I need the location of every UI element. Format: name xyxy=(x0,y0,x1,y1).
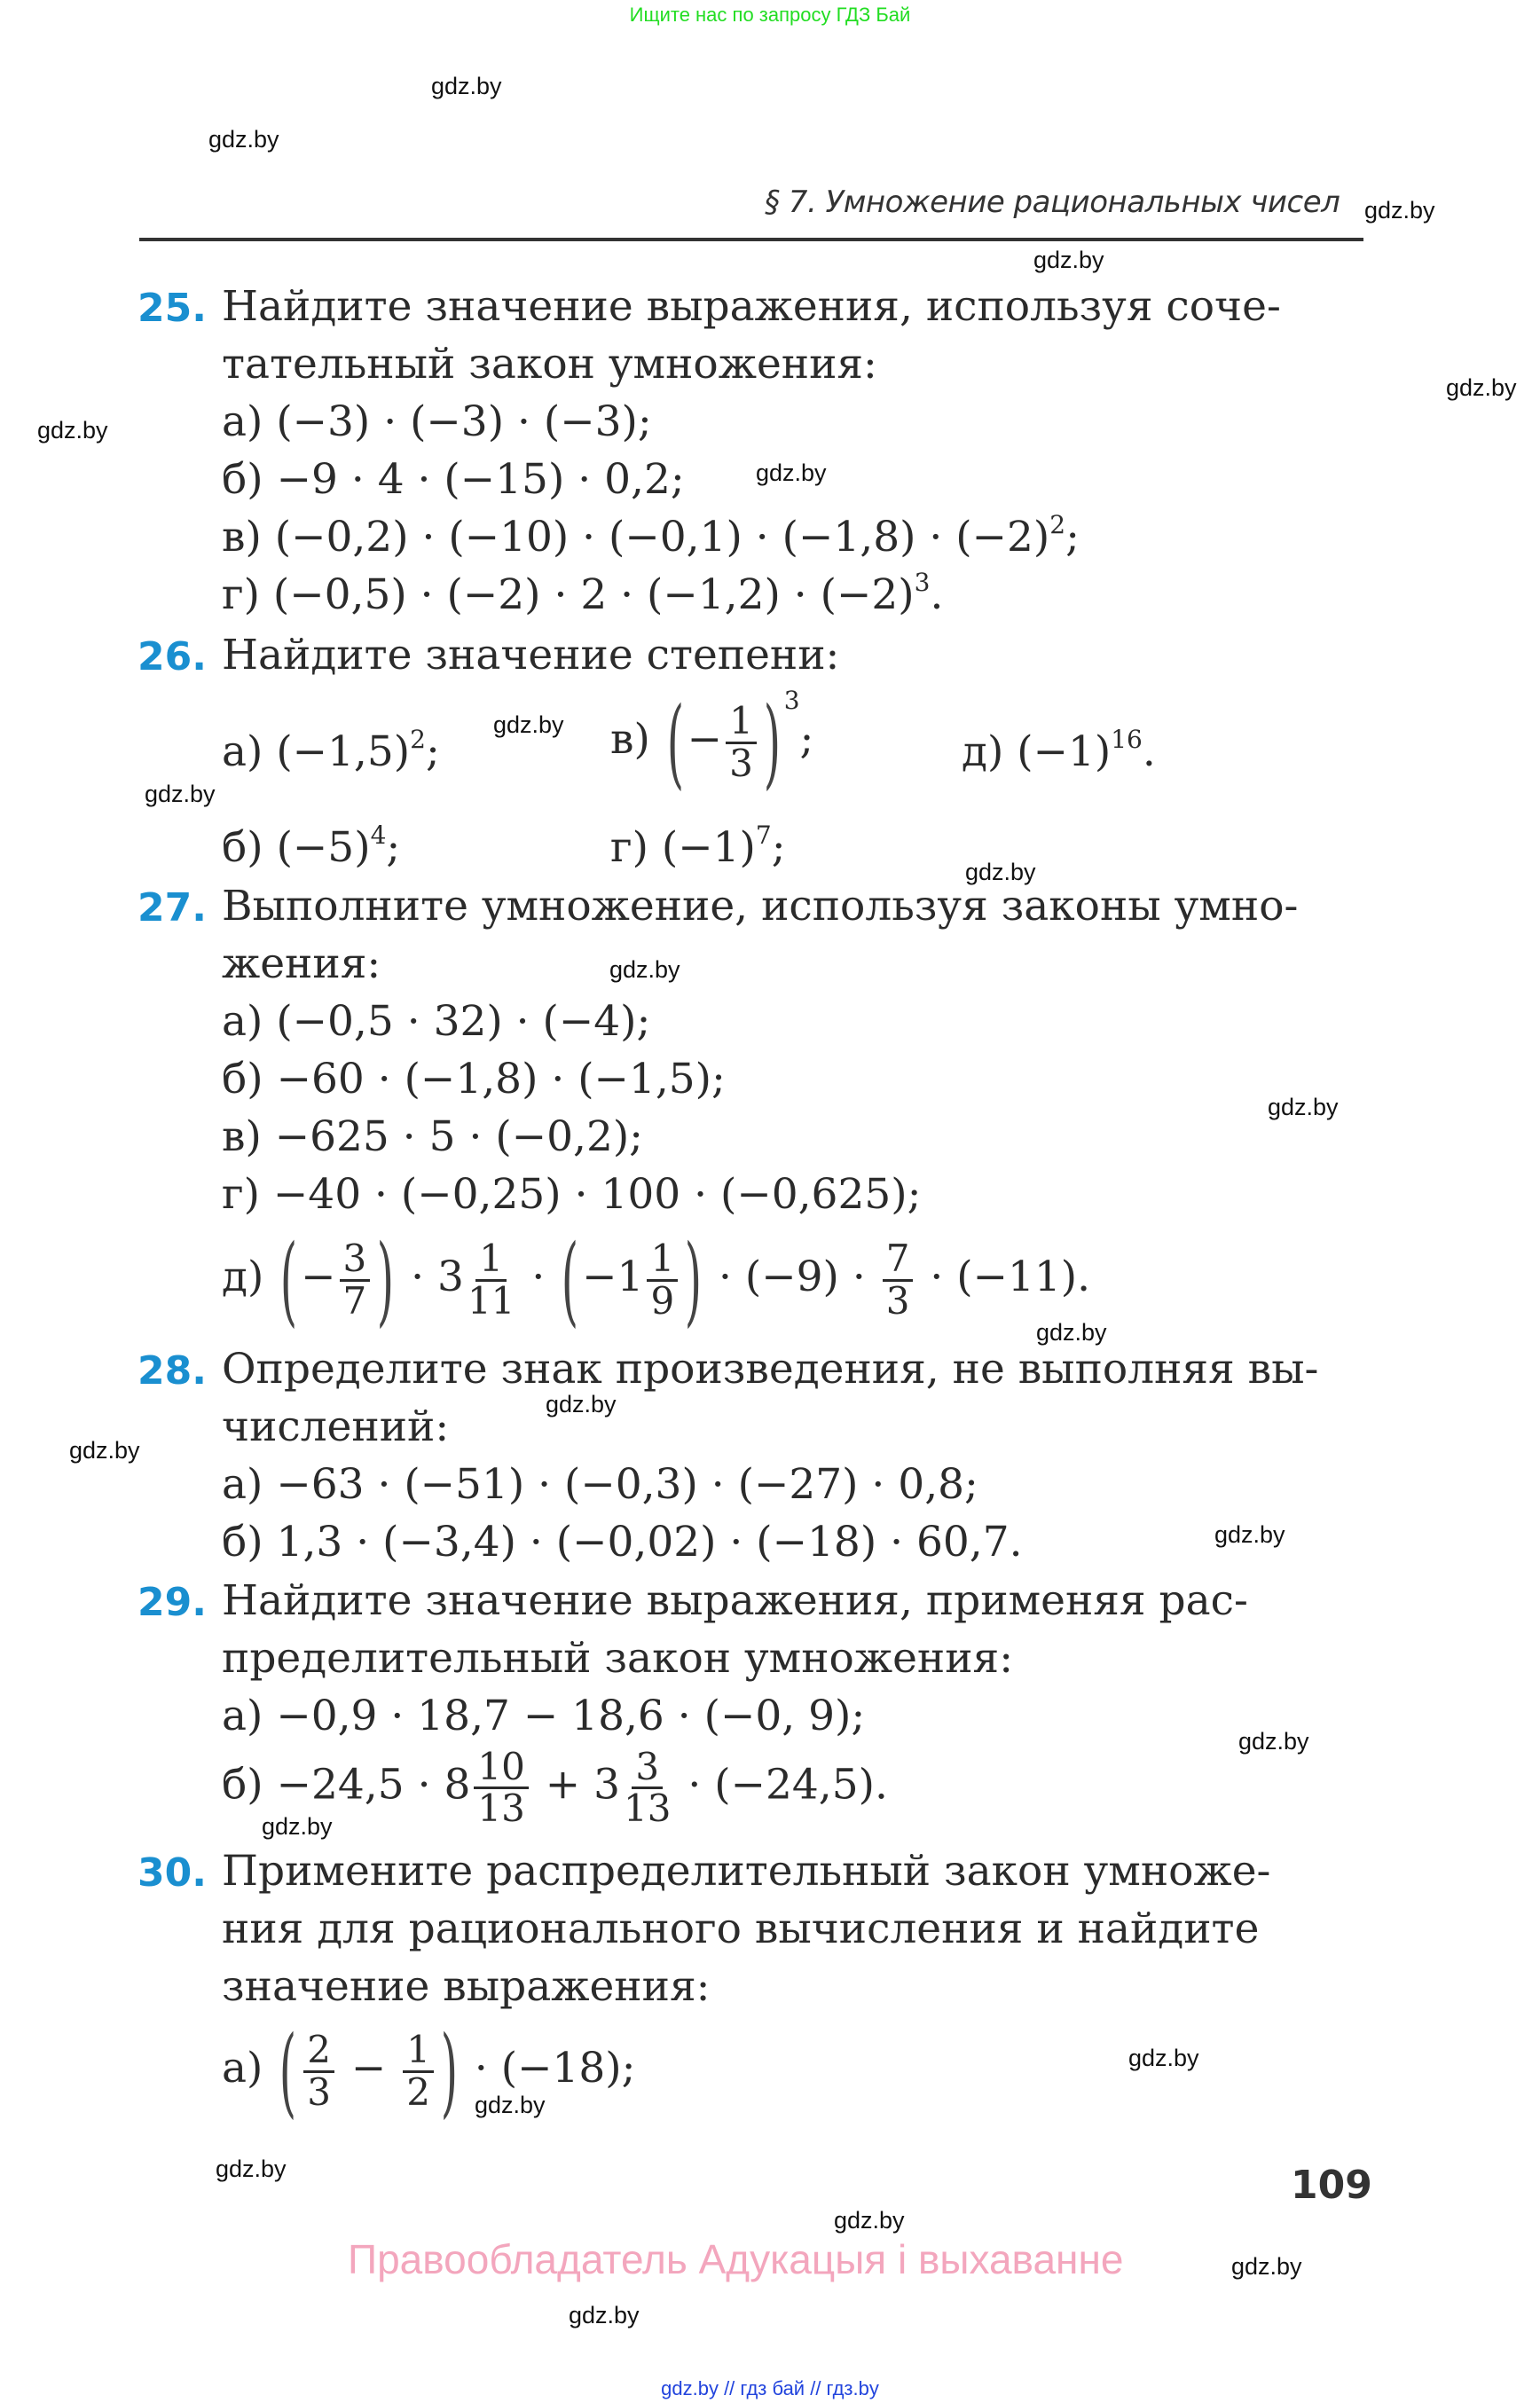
watermark-text: gdz.by xyxy=(1231,2253,1302,2280)
exercise-26-item-g: г) $(-1)^7$; xyxy=(610,821,786,872)
watermark-text: gdz.by xyxy=(69,1437,140,1464)
exercise-27-item-v: в) −625 · 5 · (−0,2); xyxy=(222,1112,644,1161)
exercise-number-30: 30. xyxy=(138,1850,207,1896)
exercise-25-item-g: г) $(-0,5) \cdot (-2) \cdot 2 \cdot (-1,2) \cdot (-2)^3$. xyxy=(222,568,944,619)
exercise-29-prompt-line-2: пределительный закон умножения: xyxy=(222,1634,1014,1683)
exercise-26-item-b: б) $(-5)^4$; xyxy=(222,821,401,872)
watermark-text: gdz.by xyxy=(208,126,279,153)
exercise-25-item-a: а) (−3) · (−3) · (−3); xyxy=(222,397,652,446)
exercise-number-26: 26. xyxy=(138,634,207,679)
exercise-28-prompt-line-2: числений: xyxy=(222,1402,450,1451)
copyright-notice: Правообладатель Адукацыя і выхаванне xyxy=(348,2236,1124,2282)
exercise-30-prompt-line-3: значение выражения: xyxy=(222,1962,711,2011)
watermark-text: gdz.by xyxy=(145,781,216,807)
watermark-text: gdz.by xyxy=(609,956,680,983)
watermark-text: gdz.by xyxy=(546,1391,617,1417)
exercise-26-item-d: д) $(-1)^{16}$. xyxy=(962,725,1156,776)
watermark-text: gdz.by xyxy=(965,859,1036,885)
exercise-27-item-g: г) −40 · (−0,25) · 100 · (−0,625); xyxy=(222,1170,922,1219)
watermark-text: gdz.by xyxy=(431,73,502,99)
exercise-26-item-v: в) (− $\frac{1}{3}$ ) $^3$; xyxy=(610,686,814,799)
watermark-text: gdz.by xyxy=(475,2092,546,2118)
watermark-text: gdz.by xyxy=(1268,1094,1339,1120)
watermark-text: gdz.by xyxy=(1128,2045,1199,2071)
watermark-text: gdz.by xyxy=(1238,1728,1309,1755)
exercise-number-25: 25. xyxy=(138,286,207,331)
watermark-text: gdz.by xyxy=(834,2207,905,2234)
exercise-30-prompt-line-2: ния для рационального вычисления и найдите xyxy=(222,1904,1260,1953)
watermark-text: gdz.by xyxy=(569,2302,640,2328)
exercise-25-prompt-line-2: тательный закон умножения: xyxy=(222,340,877,389)
exercise-29-prompt-line-1: Найдите значение выражения, применяя рас- xyxy=(222,1576,1248,1625)
watermark-text: gdz.by xyxy=(1033,247,1104,273)
watermark-text: gdz.by xyxy=(1214,1521,1285,1548)
exercise-number-27: 27. xyxy=(138,885,207,931)
exercise-29-item-a: а) −0,9 · 18,7 − 18,6 · (−0, 9); xyxy=(222,1692,866,1740)
watermark-text: gdz.by xyxy=(1036,1319,1107,1346)
exercise-25-item-v: в) $(-0,2) \cdot (-10) \cdot (-0,1) \cdot (-1,8) \cdot (-2)^2$; xyxy=(222,510,1080,561)
watermark-text: gdz.by xyxy=(1446,374,1517,401)
exercise-27-item-b: б) −60 · (−1,8) · (−1,5); xyxy=(222,1055,726,1103)
exercise-28-prompt-line-1: Определите знак произведения, не выполняя вы- xyxy=(222,1345,1319,1394)
exercise-27-prompt-line-2: жения: xyxy=(222,939,381,988)
exercise-number-29: 29. xyxy=(138,1580,207,1625)
header-divider xyxy=(139,238,1363,241)
watermark-text: gdz.by xyxy=(756,459,827,486)
exercise-27-prompt-line-1: Выполните умножение, используя законы умно- xyxy=(222,882,1299,931)
exercise-28-item-b: б) 1,3 · (−3,4) · (−0,02) · (−18) · 60,7. xyxy=(222,1518,1023,1567)
page-number: 109 xyxy=(1291,2163,1372,2208)
watermark-text: gdz.by xyxy=(262,1813,333,1840)
exercise-29-item-b: б) −24,5 · 8 $\frac{10}{13}$ + 3 $\frac{3}{13}$ · (−24,5). xyxy=(222,1745,888,1831)
exercise-28-item-a: а) −63 · (−51) · (−0,3) · (−27) · 0,8; xyxy=(222,1460,978,1509)
top-banner[interactable]: Ищите нас по запросу ГДЗ Бай xyxy=(629,4,911,26)
watermark-text: gdz.by xyxy=(1364,197,1435,224)
watermark-text: gdz.by xyxy=(216,2156,287,2182)
watermark-text: gdz.by xyxy=(493,711,564,738)
exercise-27-item-a: а) (−0,5 · 32) · (−4); xyxy=(222,997,651,1046)
exercise-27-item-d: д) (− $\frac{3}{7}$ ) · 3 $\frac{1}{11}$ · (−1 $\frac{1}{9}$ ) · (−9) · $\frac{7}{3}$ · (−11). xyxy=(222,1223,1091,1337)
exercise-number-28: 28. xyxy=(138,1348,207,1394)
exercise-25-item-b: б) −9 · 4 · (−15) · 0,2; xyxy=(222,455,685,504)
footer-links[interactable]: gdz.by // гдз бай // гдз.by xyxy=(661,2377,879,2399)
exercise-26-item-a: а) $(-1,5)^2$; xyxy=(222,725,440,776)
exercise-30-item-a: а) ( $\frac{2}{3}$ − $\frac{1}{2}$ ) · (−18); xyxy=(222,2014,636,2128)
exercise-25-prompt-line-1: Найдите значение выражения, используя соче- xyxy=(222,282,1281,331)
exercise-26-prompt: Найдите значение степени: xyxy=(222,631,840,679)
exercise-30-prompt-line-1: Примените распределительный закон умноже- xyxy=(222,1847,1271,1896)
section-header: § 7. Умножение рациональных чисел xyxy=(765,185,1340,220)
watermark-text: gdz.by xyxy=(37,417,108,444)
